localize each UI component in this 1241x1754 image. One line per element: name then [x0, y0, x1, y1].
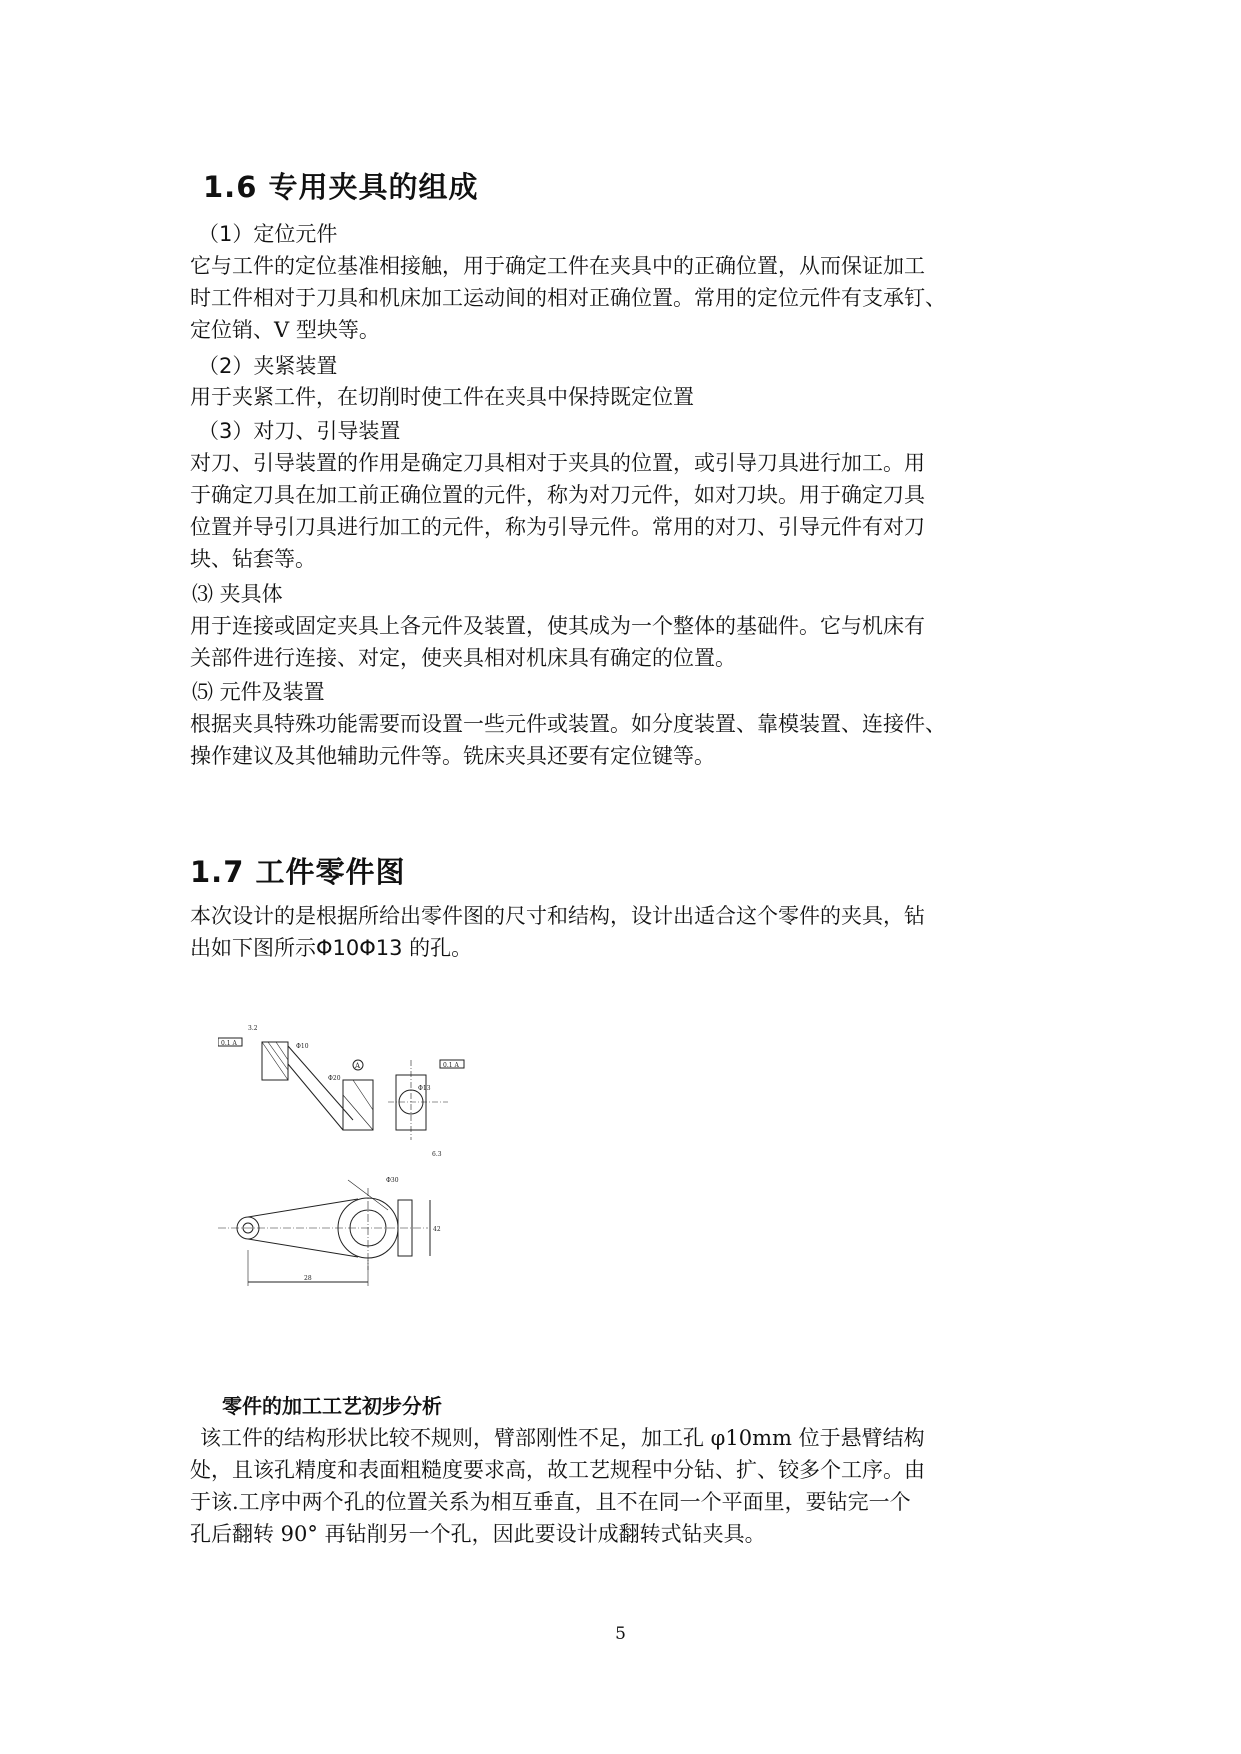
text-line: 它与工件的定位基准相接触，用于确定工件在夹具中的正确位置，从而保证加工: [190, 254, 925, 278]
roughness-label: 6.3: [432, 1151, 442, 1158]
text-line: 位置并导引刀具进行加工的元件，称为引导元件。常用的对刀、引导元件有对刀: [190, 515, 925, 539]
text-line: 用于夹紧工件，在切削时使工件在夹具中保持既定位置: [190, 385, 694, 409]
item-body-tool-guide: [190, 447, 1080, 575]
text-line: 关部件进行连接、对定，使夹具相对机床具有确定的位置。: [190, 646, 736, 670]
dimension-label: 28: [304, 1275, 312, 1282]
text-line: 对刀、引导装置的作用是确定刀具相对于夹具的位置，或引导刀具进行加工。用: [190, 451, 925, 475]
text-line: 本次设计的是根据所给出零件图的尺寸和结构，设计出适合这个零件的夹具，钻: [190, 904, 925, 928]
tolerance-label: 0.1 A: [443, 1062, 459, 1069]
drawing-shape: [288, 1064, 343, 1130]
analysis-heading: 零件的加工工艺初步分析: [222, 1394, 442, 1418]
analysis-body: [190, 1422, 1080, 1550]
section-title-1-6: 1.6 专用夹具的组成: [203, 170, 479, 204]
datum-label: A: [355, 1062, 361, 1070]
drawing-shape: [262, 1042, 288, 1080]
dimension-label: 42: [433, 1226, 441, 1233]
text-line: 根据夹具特殊功能需要而设置一些元件或装置。如分度装置、靠模装置、连接件、: [190, 712, 946, 736]
tolerance-label: 0.1 A: [221, 1040, 237, 1047]
text-line: 定位销、V 型块等。: [190, 318, 380, 342]
part-drawing: [218, 1020, 530, 1298]
text-line: 孔后翻转 90° 再钻削另一个孔，因此要设计成翻转式钻夹具。: [190, 1522, 766, 1546]
item-heading-clamping: （2）夹紧装置: [198, 354, 338, 378]
section-title-1-7: 1.7 工件零件图: [190, 855, 406, 889]
item-body-locating: [190, 250, 1080, 346]
item-heading-locating: （1）定位元件: [198, 222, 338, 246]
item-heading-tool-guide: （3）对刀、引导装置: [198, 419, 401, 443]
dimension-label: Φ20: [328, 1075, 341, 1082]
dimension-label: Φ30: [386, 1177, 399, 1184]
page-number: 5: [615, 1624, 626, 1644]
roughness-label: 3.2: [248, 1025, 258, 1032]
text-line: 用于连接或固定夹具上各元件及装置，使其成为一个整体的基础件。它与机床有: [190, 614, 925, 638]
item-body-clamping: [190, 381, 1080, 413]
drawing-shape: [343, 1095, 373, 1130]
text-line: 出如下图所示Φ10Φ13 的孔。: [190, 936, 473, 960]
text-line: 该工件的结构形状比较不规则，臂部刚性不足，加工孔 φ10mm 位于悬臂结构: [200, 1426, 925, 1450]
item-heading-fixture-body: ⑶ 夹具体: [192, 582, 283, 606]
text-line: 于该.工序中两个孔的位置关系为相互垂直，且不在同一个平面里，要钻完一个: [190, 1490, 911, 1514]
dimension-label: Φ10: [296, 1043, 309, 1050]
item-body-fixture-body: [190, 610, 1080, 674]
dimension-label: Φ13: [418, 1085, 431, 1092]
item-body-components: [190, 708, 1080, 772]
text-line: 操作建议及其他辅助元件等。铣床夹具还要有定位键等。: [190, 744, 715, 768]
item-heading-components: ⑸ 元件及装置: [192, 680, 325, 704]
section-1-7-body: [190, 900, 1080, 964]
drawing-shape: [353, 1080, 373, 1110]
text-line: 处，且该孔精度和表面粗糙度要求高，故工艺规程中分钻、扩、铰多个工序。由: [190, 1458, 925, 1482]
text-line: 块、钻套等。: [190, 547, 316, 571]
text-line: 于确定刀具在加工前正确位置的元件，称为对刀元件，如对刀块。用于确定刀具: [190, 483, 925, 507]
text-line: 时工件相对于刀具和机床加工运动间的相对正确位置。常用的定位元件有支承钉、: [190, 286, 946, 310]
drawing-shape: [276, 1042, 288, 1060]
